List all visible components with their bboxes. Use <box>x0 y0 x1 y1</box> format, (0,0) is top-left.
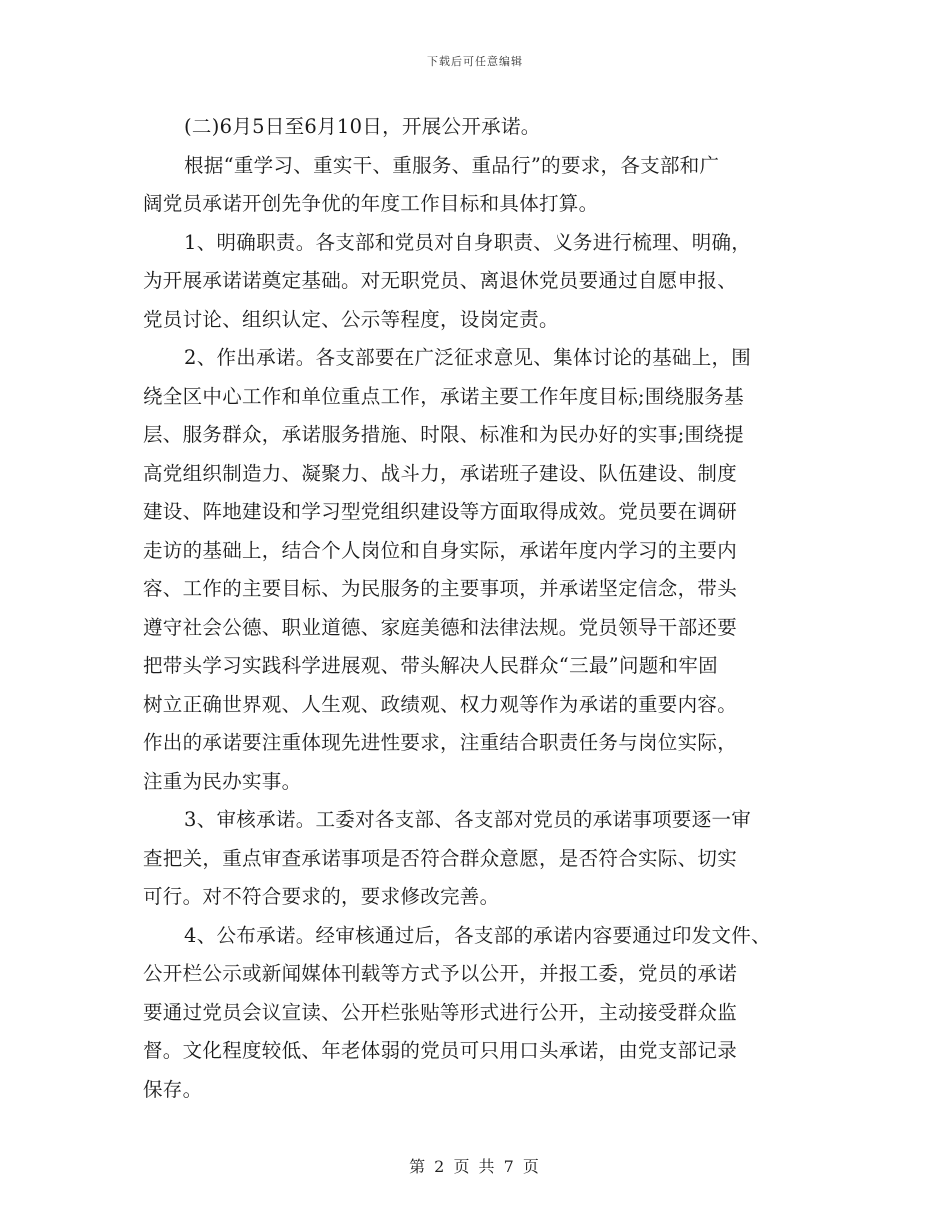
text-line: 走访的基础上，结合个人岗位和自身实际，承诺年度内学习的主要内 <box>143 538 738 562</box>
text-line: 绕全区中心工作和单位重点工作，承诺主要工作年度目标;围绕服务基 <box>143 384 744 408</box>
paragraph-item-4 <box>143 917 823 1110</box>
text-line: 把带头学习实践科学进展观、带头解决人民群众“三最”问题和牢固 <box>143 654 718 677</box>
paragraph-item-1 <box>143 224 823 340</box>
text-line: 3、审核承诺。工委对各支部、各支部对党员的承诺事项要逐一审 <box>184 808 752 831</box>
text-line: 容、工作的主要目标、为民服务的主要事项，并承诺坚定信念，带头 <box>143 577 738 600</box>
text-line: 高党组织制造力、凝聚力、战斗力，承诺班子建设、队伍建设、制度 <box>143 461 738 485</box>
text-line: 层、服务群众，承诺服务措施、时限、标准和为民办好的实事;围绕提 <box>143 423 744 446</box>
text-line: 注重为民办实事。 <box>143 769 302 793</box>
text-line: 根据“重学习、重实干、重服务、重品行”的要求，各支部和广 <box>184 153 720 177</box>
page-number: 第 2 页 共 7 页 <box>409 1157 541 1176</box>
text-line: 查把关，重点审查承诺事项是否符合群众意愿，是否符合实际、切实 <box>143 846 738 870</box>
text-line: 公开栏公示或新闻媒体刊载等方式予以公开，并报工委，党员的承诺 <box>143 962 738 985</box>
text-line: 党员讨论、组织认定、公示等程度，设岗定责。 <box>143 307 559 331</box>
paragraph-requirements <box>143 147 823 224</box>
text-line: 1、明确职责。各支部和党员对自身职责、义务进行梳理、明确， <box>184 230 752 254</box>
text-line: 要通过党员会议宣读、公开栏张贴等形式进行公开，主动接受群众监 <box>143 1000 738 1024</box>
document-body <box>143 108 823 1109</box>
text-line: 阔党员承诺开创先争优的年度工作目标和具体打算。 <box>143 192 599 215</box>
paragraph-item-3 <box>143 801 823 917</box>
text-line: 4、公布承诺。经审核通过后，各支部的承诺内容要通过印发文件、 <box>184 923 771 947</box>
text-line: 保存。 <box>143 1077 203 1101</box>
paragraph-section-heading <box>143 108 823 147</box>
text-line: 为开展承诺诺奠定基础。对无职党员、离退休党员要通过自愿申报、 <box>143 269 738 292</box>
text-line: 2、作出承诺。各支部要在广泛征求意见、集体讨论的基础上，围 <box>184 346 752 369</box>
text-line: 督。文化程度较低、年老体弱的党员可只用口头承诺，由党支部记录 <box>143 1039 738 1062</box>
paragraph-item-2 <box>143 339 823 801</box>
text-line: (二)6月5日至6月10日，开展公开承诺。 <box>184 115 541 138</box>
text-line: 遵守社会公德、职业道德、家庭美德和法律法规。党员领导干部还要 <box>143 615 738 639</box>
header-note: 下载后可任意编辑 <box>427 55 523 68</box>
text-line: 可行。对不符合要求的，要求修改完善。 <box>143 885 500 908</box>
text-line: 树立正确世界观、人生观、政绩观、权力观等作为承诺的重要内容。 <box>143 692 738 716</box>
text-line: 作出的承诺要注重体现先进性要求，注重结合职责任务与岗位实际， <box>143 731 738 754</box>
text-line: 建设、阵地建设和学习型党组织建设等方面取得成效。党员要在调研 <box>143 500 738 523</box>
